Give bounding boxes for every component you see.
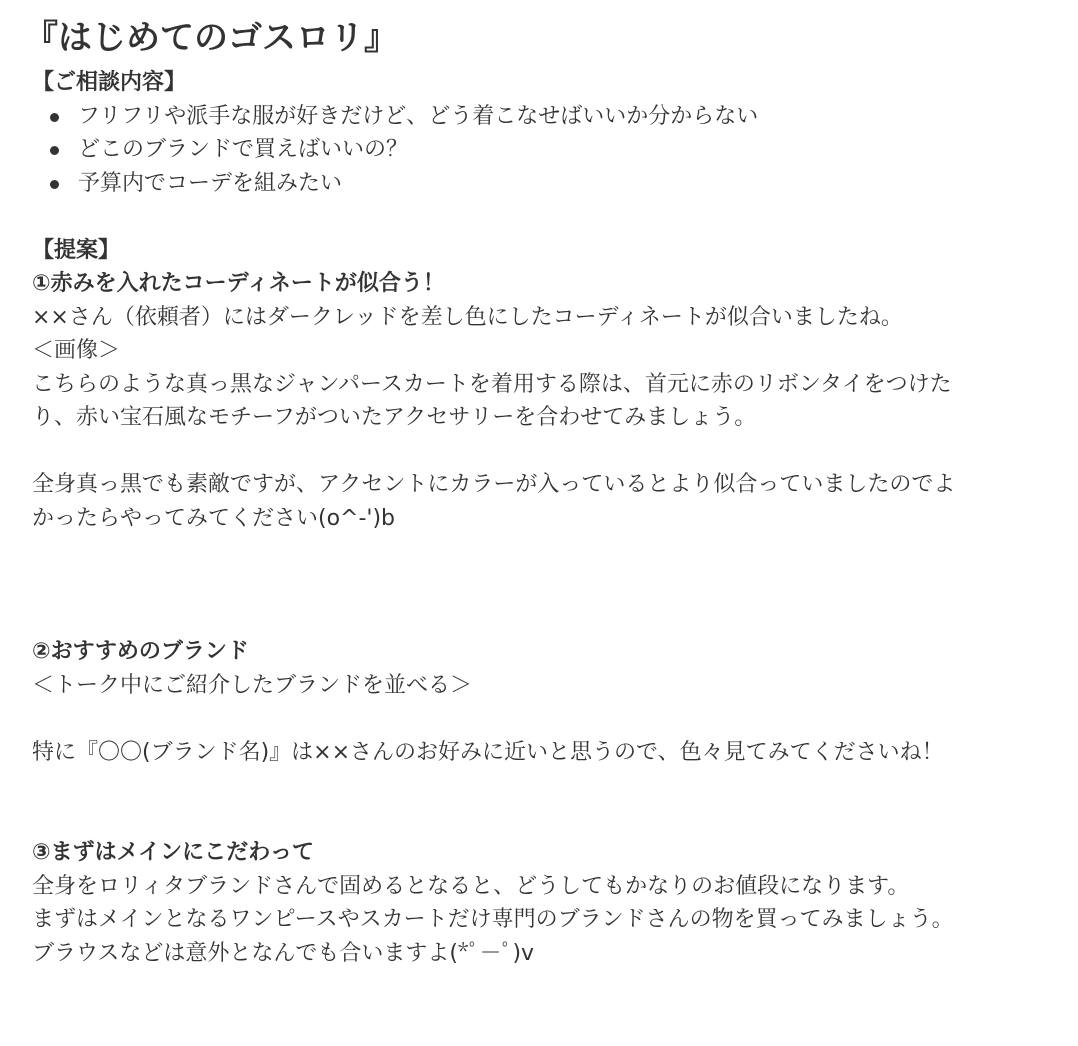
bullet-icon <box>50 113 59 122</box>
consult-list <box>32 100 1078 201</box>
section1-heading: ①赤みを入れたコーディネートが似合う！ <box>32 271 445 296</box>
section3-line: ブラウスなどは意外となんでも合いますよ(*ﾟ－ﾟ)v <box>32 940 535 966</box>
section2-line: 特に『〇〇(ブランド名)』は××さんのお好みに近いと思うので、色々見てみてくださいね！ <box>32 739 944 765</box>
image-placeholder: ＜画像＞ <box>32 338 121 363</box>
list-item <box>50 133 1078 167</box>
bullet-icon <box>50 146 59 155</box>
section1-line: こちらのような真っ黒なジャンパースカートを着用する際は、首元に赤のリボンタイをつけた <box>32 371 952 397</box>
document-title: 『はじめてのゴスロリ』 <box>24 18 398 58</box>
spacer <box>32 535 1078 635</box>
section2-line: ＜トーク中にご紹介したブランドを並べる＞ <box>32 672 473 698</box>
consult-heading: 【ご相談内容】 <box>32 70 187 95</box>
spacer <box>32 702 1078 736</box>
section3-line: まずはメインとなるワンピースやスカートだけ専門のブランドさんの物を買ってみましょう。 <box>32 907 954 932</box>
list-item <box>50 167 1078 201</box>
section3-heading: ③まずはメインにこだわって <box>32 840 314 865</box>
section2-heading: ②おすすめのブランド <box>32 639 249 664</box>
list-item <box>50 100 1078 134</box>
list-item-text: フリフリや派手な服が好きだけど、どう着こなせばいいか分からない <box>78 103 759 129</box>
section1-line: り、赤い宝石風なモチーフがついたアクセサリーを合わせてみましょう。 <box>32 405 757 430</box>
spacer <box>32 200 1078 234</box>
spacer <box>32 769 1078 836</box>
list-item-text: 予算内でコーデを組みたい <box>78 170 343 196</box>
section1-line: 全身真っ黒でも素敵ですが、アクセントにカラーが入っているとより似合っていましたのでよ <box>32 472 956 497</box>
section1-line: ××さん（依頼者）にはダークレッドを差し色にしたコーディネートが似合いましたね。 <box>32 304 903 330</box>
list-item-text: どこのブランドで買えばいいの？ <box>78 137 409 162</box>
section3-line: 全身をロリィタブランドさんで固めるとなると、どうしてもかなりのお値段になります。 <box>32 873 910 899</box>
proposal-heading: 【提案】 <box>32 237 121 263</box>
section1-line: かったらやってみてください(o^-')b <box>32 505 396 531</box>
bullet-icon <box>50 180 59 189</box>
spacer <box>32 435 1078 469</box>
